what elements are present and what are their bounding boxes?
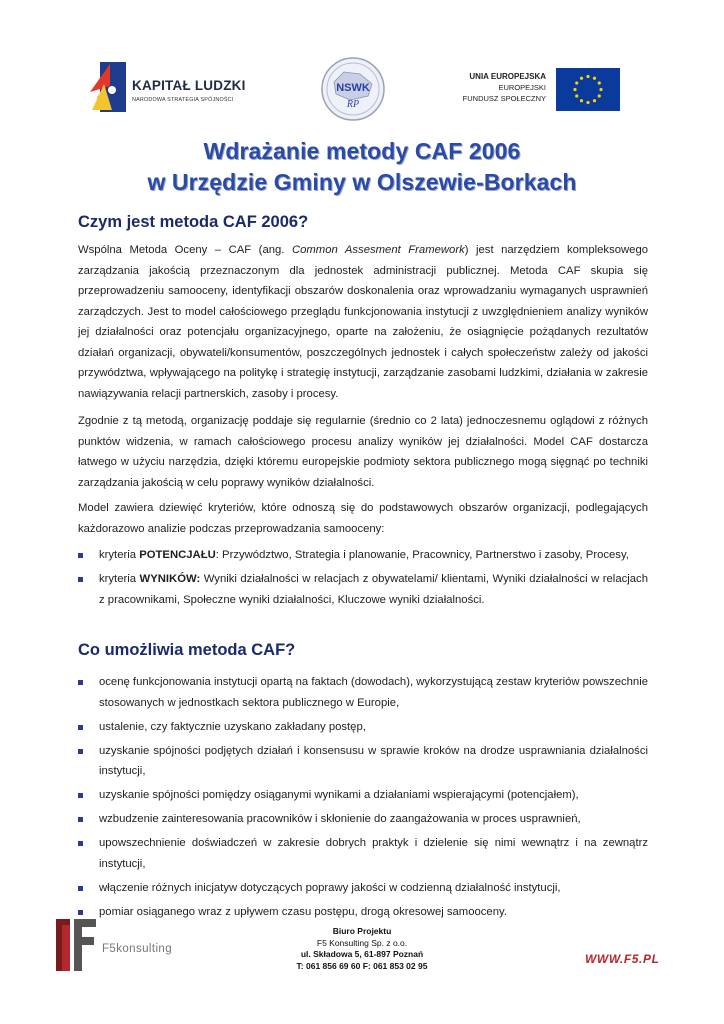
benefit-text: włączenie różnych inicjatyw dotyczących poprawy jakości w codzienną działalność instytucji,: [99, 881, 561, 894]
list-item: [78, 833, 648, 874]
list-item: [78, 545, 648, 566]
f5-konsulting-brand: F5konsulting: [102, 943, 173, 955]
benefit-text: uzyskanie spójności pomiędzy osiąganymi wynikami a działaniami wspierającymi (potencjałem),: [99, 789, 579, 801]
kapital-ludzki-emblem-icon: [90, 62, 126, 112]
nswk-badge-logo: [320, 56, 386, 122]
benefit-text: ocenę funkcjonowania instytucji opartą na faktach (dowodach), wykorzystującą zestaw kryteriów powszechnie stosowanych w jednostkach sektora publicznego w Europie,: [99, 676, 648, 709]
p1-text-italic: Common Assesment Framework: [291, 244, 465, 256]
paragraph-caf-method: Zgodnie z tą metodą, organizację poddaje się regularnie (średnio co 2 lata) jednoczesnemu oglądowi z różnych punktów widzenia, w ramach całościowego procesu analizy wyników jej działalności. Model CAF dostarcza łatwego w użyciu narzędzia, dzięki któremu europejskie podmioty sektora publicznego mogą sięgnąć po techniki zarządzania jakością w celu poprawy wyników działalności.: [78, 415, 648, 489]
eu-star-icon: [580, 77, 583, 80]
f5-konsulting-logo-icon: [52, 915, 98, 973]
benefit-text: uzyskanie spójności podjętych działań i konsensusu w sprawie kroków na drodze usprawniania działalności instytucji,: [99, 744, 648, 777]
benefit-text: pomiar osiąganego wraz z upływem czasu postępu, drogą okresowej samooceny.: [99, 905, 507, 918]
eu-star-icon: [575, 81, 578, 84]
criteria-rest: Wyniki działalności w relacjach z obywatelami/ klientami, Wyniki działalności w relacjach z pracownikami, Społeczne wyniki działalności, Kluczowe wyniki działalności.: [99, 573, 648, 606]
nswk-badge-sub: RP: [346, 99, 360, 110]
benefits-list: [78, 672, 648, 926]
title-line-1: Wdrażanie metody CAF 2006: [203, 138, 521, 164]
section-heading-what-caf-enables: Co umożliwia metoda CAF?: [78, 641, 296, 659]
footer-address: [250, 926, 474, 972]
list-item: [78, 672, 648, 713]
footer-website-link[interactable]: WWW.F5.PL: [585, 952, 660, 966]
eu-line-3: FUNDUSZ SPOŁECZNY: [462, 94, 546, 103]
bullet-square-icon: [78, 553, 83, 558]
eu-star-icon: [573, 88, 576, 91]
eu-star-icon: [598, 94, 601, 97]
title-line-2: w Urzędzie Gminy w Olszewie-Borkach: [147, 169, 577, 195]
eu-flag-icon: [556, 68, 620, 111]
footer-phone: T: 061 856 69 60 F: 061 853 02 95: [296, 960, 428, 971]
list-item: [78, 569, 648, 610]
nswk-badge-text: NSWK: [336, 82, 370, 94]
eu-star-icon: [599, 88, 602, 91]
list-item: [78, 902, 648, 923]
section-heading-what-is-caf: Czym jest metoda CAF 2006?: [78, 213, 309, 231]
criteria-rest: : Przywództwo, Strategia i planowanie, Pracownicy, Partnerstwo i zasoby, Procesy,: [215, 549, 629, 561]
criteria-list: [78, 545, 648, 614]
criteria-prefix: kryteria: [99, 573, 140, 585]
criteria-bold: POTENCJAŁU: [139, 549, 216, 561]
eu-line-2: EUROPEJSKI: [498, 83, 546, 92]
criteria-prefix: kryteria: [99, 549, 140, 561]
kapital-ludzki-subtitle: NARODOWA STRATEGIA SPÓJNOŚCI: [132, 97, 234, 103]
footer-street: ul. Składowa 5, 61-897 Poznań: [300, 949, 424, 959]
eu-star-icon: [593, 77, 596, 80]
eu-text-block: [456, 71, 546, 104]
criteria-bold: WYNIKÓW:: [139, 573, 201, 585]
bullet-square-icon: [78, 680, 83, 685]
bullet-square-icon: [78, 910, 83, 915]
eu-line-1: UNIA EUROPEJSKA: [469, 72, 546, 81]
list-item: [78, 741, 648, 782]
bullet-square-icon: [78, 793, 83, 798]
list-item: [78, 785, 648, 806]
list-item: [78, 717, 648, 738]
footer-office: Biuro Projektu: [332, 926, 392, 936]
list-item: [78, 878, 648, 899]
bullet-square-icon: [78, 725, 83, 730]
paragraph-caf-model: Model zawiera dziewięć kryteriów, które odnoszą się do podstawowych obszarów organizacji, podlegających każdorazowo analizie podczas przeprowadzania samooceny:: [78, 502, 648, 535]
eu-star-icon: [580, 99, 583, 102]
bullet-square-icon: [78, 577, 83, 582]
bullet-square-icon: [78, 817, 83, 822]
benefit-text: upowszechnienie doświadczeń w zakresie dobrych praktyk i dzielenie się nimi wewnątrz i na zewnątrz instytucji,: [99, 837, 648, 870]
list-item: [78, 809, 648, 830]
p1-text-before: Wspólna Metoda Oceny – CAF (ang.: [78, 244, 292, 256]
eu-star-icon: [593, 99, 596, 102]
footer-company: F5 Konsulting Sp. z o.o.: [316, 937, 408, 948]
eu-star-icon: [598, 81, 601, 84]
bullet-square-icon: [78, 886, 83, 891]
bullet-square-icon: [78, 749, 83, 754]
paragraph-caf-definition: [78, 240, 648, 404]
p1-text-after: ) jest narzędziem kompleksowego zarządzania jakością przeznaczonym dla jednostek administracji publicznej. Metoda CAF skupia się przeprowadzeniu samooceny, identyfikacji obszarów doskonalenia oraz wprowadzaniu wymaganych usprawnień zarządczych. Jest to model całościowego przeglądu funkcjonowania instytucji z uwzględnieniem analizy wyników jej działalności oraz potencjału organizacyjnego, oparte na założeniu, że osiągnięcie pożądanych rezultatów działań organizacji, obywateli/konsumentów, poszczególnych jednostek i całych społeczeństw zależy od jakości przywództwa, wpływającego na politykę i strategię instytucji, zarządzanie zasobami ludzkimi, działania w zakresie nawiązywania relacji partnerskich, zasoby i procesy.: [78, 244, 649, 400]
document-title: [0, 136, 724, 198]
kapital-ludzki-title: KAPITAŁ LUDZKI: [132, 78, 246, 93]
benefit-text: wzbudzenie zainteresowania pracowników i skłonienie do zaangażowania w proces usprawnień,: [99, 813, 581, 825]
eu-star-icon: [586, 75, 589, 78]
benefit-text: ustalenie, czy faktycznie uzyskano zakładany postęp,: [99, 720, 366, 733]
eu-star-icon: [586, 101, 589, 104]
bullet-square-icon: [78, 841, 83, 846]
eu-star-icon: [575, 94, 578, 97]
